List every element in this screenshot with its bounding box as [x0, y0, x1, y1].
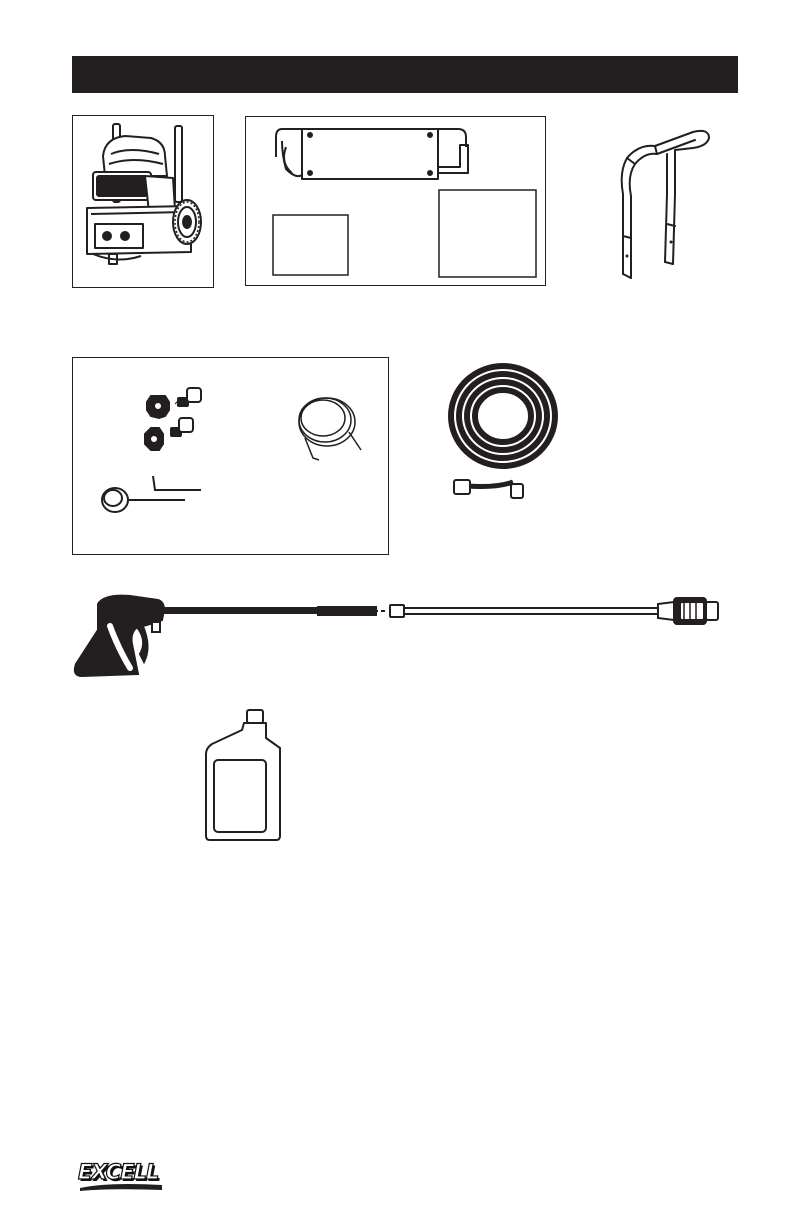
hose-bracket-panel — [245, 116, 546, 286]
bracket-detail-callout-box — [439, 190, 536, 277]
section-header-bar — [72, 56, 738, 93]
excell-logo — [78, 1160, 168, 1194]
hardware-kit-panel — [72, 357, 389, 555]
logo-swoosh-icon — [78, 1182, 168, 1192]
high-pressure-hose-part — [437, 358, 567, 506]
hardware-kit-icon — [73, 358, 390, 556]
pressure-washer-panel — [72, 115, 214, 288]
bracket-screw-callout-box — [273, 215, 348, 275]
spray-gun-wand-part — [70, 590, 720, 686]
pressure-washer-icon — [73, 116, 215, 289]
knob-icon — [147, 396, 169, 418]
oil-bottle-part — [202, 708, 282, 842]
handle-icon — [605, 124, 717, 284]
spray-gun-wand-icon — [70, 590, 720, 686]
logo-wordmark: EXCELL — [78, 1160, 159, 1184]
oil-bottle-icon — [202, 708, 282, 842]
handle-part — [605, 124, 717, 284]
section-header-title — [72, 64, 86, 84]
high-pressure-hose-icon — [437, 358, 567, 506]
hose-bracket-icon — [246, 117, 547, 287]
